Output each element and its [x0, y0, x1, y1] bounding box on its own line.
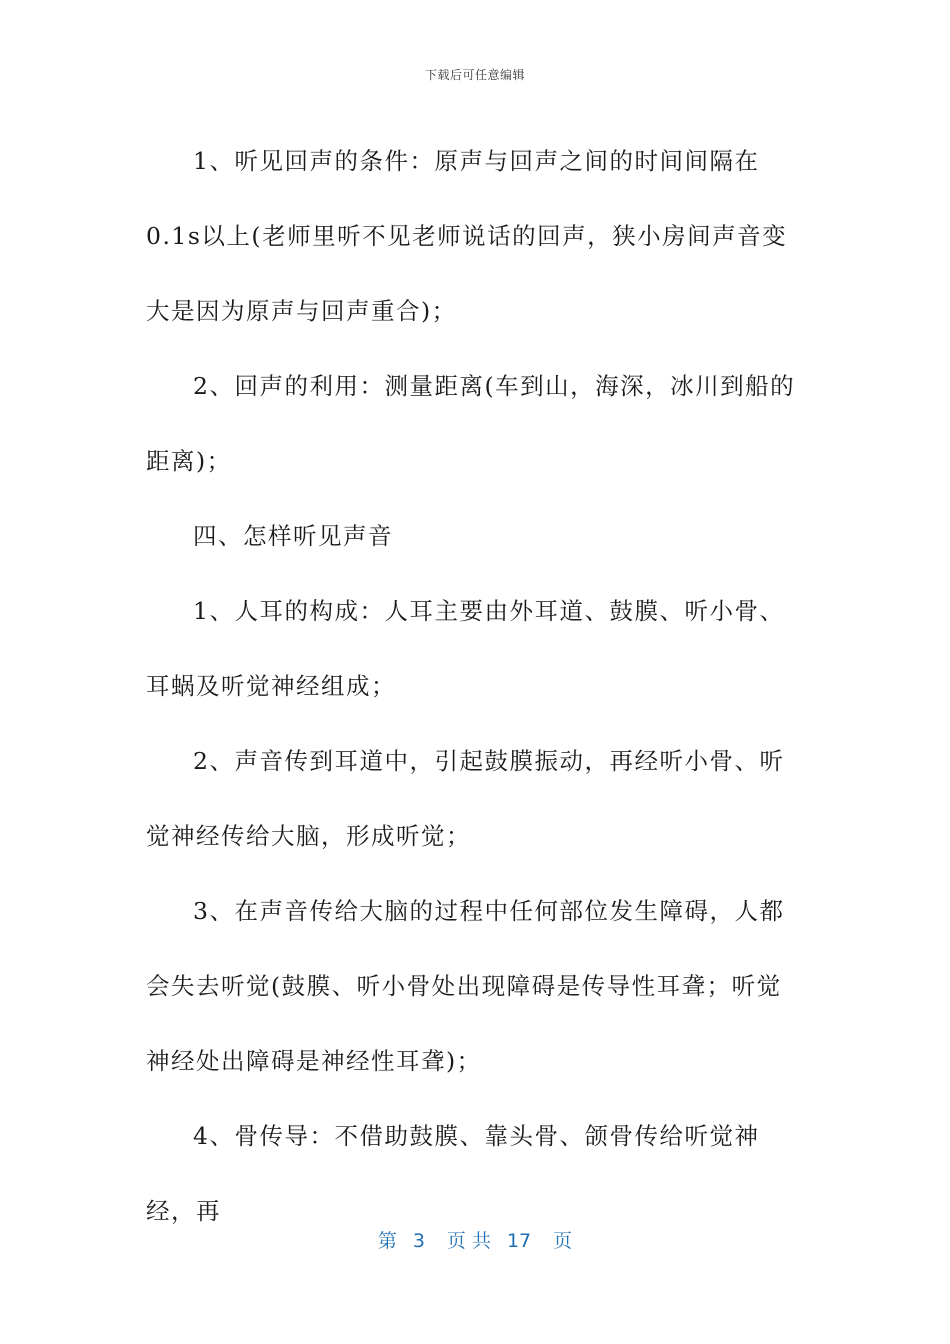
total-pages-number: 17: [506, 1230, 532, 1252]
footer-middle: 页 共: [446, 1230, 491, 1252]
footer-suffix: 页: [553, 1230, 573, 1252]
section-heading: 四、怎样听见声音: [193, 522, 393, 550]
paragraph: 1、听见回声的条件：原声与回声之间的时间间隔在0.1s以上(老师里听不见老师说话的回声，狭小房间声音变大是因为原声与回声重合)；: [146, 147, 788, 325]
paragraph: 2、回声的利用：测量距离(车到山，海深，冰川到船的距离)；: [146, 372, 796, 475]
page-header: 下载后可任意编辑: [424, 68, 525, 82]
current-page-number: 3: [412, 1230, 425, 1252]
page-footer: [0, 1226, 950, 1253]
paragraph: 3、在声音传给大脑的过程中任何部位发生障碍，人都会失去听觉(鼓膜、听小骨处出现障碍是传导性耳聋；听觉神经处出障碍是神经性耳聋)；: [146, 897, 785, 1075]
paragraph: 4、骨传导：不借助鼓膜、靠头骨、颌骨传给听觉神经，再: [146, 1122, 760, 1225]
footer-prefix: 第: [377, 1230, 397, 1252]
paragraph: 1、人耳的构成：人耳主要由外耳道、鼓膜、听小骨、耳蜗及听觉神经组成；: [146, 597, 785, 700]
paragraph: 2、声音传到耳道中，引起鼓膜振动，再经听小骨、听觉神经传给大脑，形成听觉；: [146, 747, 785, 850]
document-body: [146, 124, 806, 1249]
